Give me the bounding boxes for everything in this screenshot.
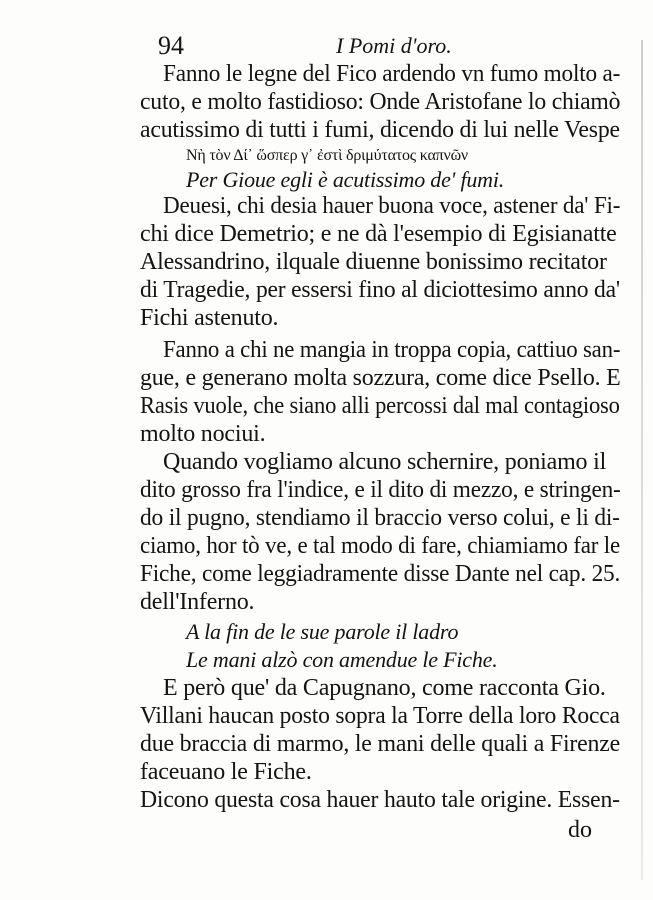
text-line: cuto, e molto fastidioso: Onde Aristofane lo chiamò bbox=[140, 89, 621, 115]
text-line: due braccia di marmo, le mani delle quali a Firenze bbox=[140, 731, 621, 757]
text-line: faceuano le Fiche. bbox=[140, 759, 312, 785]
running-title: I Pomi d'oro. bbox=[336, 33, 452, 58]
text-line: chi dice Demetrio; e ne dà l'esempio di Egisianatte bbox=[140, 221, 617, 247]
text-line: Fanno a chi ne mangia in troppa copia, cattiuo san- bbox=[163, 337, 621, 363]
text-line: Dicono questa cosa hauer hauto tale origine. Essen- bbox=[140, 787, 620, 813]
verse-line: A la fin de le sue parole il ladro bbox=[186, 619, 459, 644]
text-line: dito grosso fra l'indice, e il dito di mezzo, e stringen- bbox=[140, 477, 621, 503]
text-line: ciamo, hor tò ve, e tal modo di fare, chiamiamo far le bbox=[140, 533, 620, 559]
text-line: E però que' da Capugnano, come racconta Gio. bbox=[163, 675, 606, 701]
verse-line: Le mani alzò con amendue le Fiche. bbox=[186, 647, 498, 672]
text-line: molto nociui. bbox=[140, 421, 266, 447]
greek-quotation: Νὴ τὸν Δί᾽ ὥσπερ γ᾽ ἐστὶ δριμύτατος καπνῶν bbox=[186, 147, 468, 164]
text-line: gue, e generano molta sozzura, come dice Psello. E bbox=[140, 365, 621, 391]
text-line: Deuesi, chi desia hauer buona voce, astener da' Fi- bbox=[163, 193, 621, 219]
catchword: do bbox=[568, 817, 592, 843]
text-line: acutissimo di tutti i fumi, dicendo di lui nelle Vespe bbox=[140, 117, 620, 143]
text-line: Fichi astenuto. bbox=[140, 305, 279, 331]
text-line: dell'Inferno. bbox=[140, 589, 255, 615]
text-line: Rasis vuole, che siano alli percossi dal mal contagioso bbox=[140, 393, 620, 419]
text-line: Villani haucan posto sopra la Torre della loro Rocca bbox=[140, 703, 620, 729]
text-line: Fanno le legne del Fico ardendo vn fumo molto a- bbox=[163, 61, 621, 87]
text-line: Quando vogliamo alcuno schernire, poniamo il bbox=[163, 449, 607, 475]
text-line: Alessandrino, ilquale diuenne bonissimo recitator bbox=[140, 249, 607, 275]
italic-translation: Per Gioue egli è acutissimo de' fumi. bbox=[186, 167, 505, 192]
text-line: Fiche, come leggiadramente disse Dante nel cap. 25. bbox=[140, 561, 621, 587]
text-line: di Tragedie, per essersi fino al diciottesimo anno da' bbox=[140, 277, 620, 303]
page-number: 94 bbox=[158, 31, 184, 60]
page-edge bbox=[641, 40, 643, 880]
text-line: do il pugno, stendiamo il braccio verso colui, e li di- bbox=[140, 505, 620, 531]
